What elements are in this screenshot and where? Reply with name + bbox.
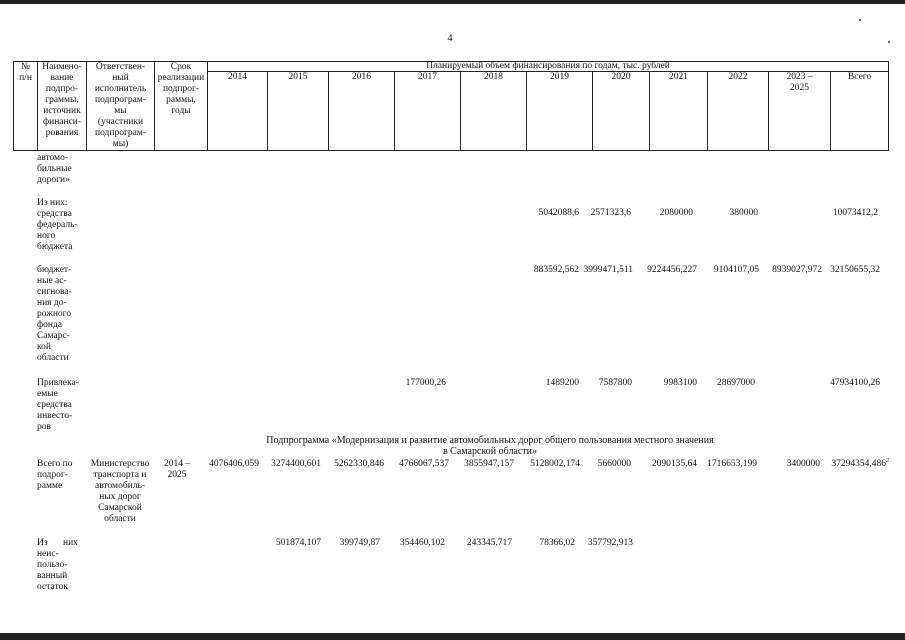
value-total: 47934100,26 (830, 378, 880, 388)
header-year: 2019 (527, 72, 593, 151)
bottom-border (0, 633, 905, 640)
value-2021: 9983100 (663, 378, 697, 388)
header-year: 2021 (650, 72, 708, 151)
header-year: 2015 (268, 72, 329, 151)
row-label: автомо- бильные дороги» (37, 153, 72, 185)
row-label: бюджет- ные ас- сигнова- ния до- рожного фонда Самарс- кой области (37, 265, 72, 363)
value-2019: 5042088,6 (538, 208, 579, 218)
header-year: 2014 (208, 72, 268, 151)
header-name: Наимено- вание подпро- граммы, источник финанси- рования (38, 62, 87, 151)
row-label: неис- пользо- ванный остаток (37, 549, 68, 592)
row-label: Всего по подрог- рамме (37, 459, 73, 491)
header-year: 2020 (593, 72, 650, 151)
value-2018: 243345,717 (466, 538, 512, 548)
value-2018: 3855947,157 (464, 459, 514, 469)
value-2016: 399749,87 (339, 538, 380, 548)
row-label-word: Из (37, 538, 48, 548)
header-year: 2022 (708, 72, 769, 151)
value-2023-2025: 3400000 (786, 459, 820, 469)
header-year: 2018 (461, 72, 527, 151)
value-2022: 1716653,199 (707, 459, 757, 469)
row-label: Привлека- емые средства инвесто- ров (37, 378, 79, 432)
header-planned-financing: Планируемый объем финансирования по годам, тыс. рублей (208, 62, 889, 72)
value-2020: 2571323,6 (590, 208, 631, 218)
value-2020: 357792,913 (587, 538, 633, 548)
value-2020: 3999471,511 (583, 265, 633, 275)
value-2023-2025: 8939027,972 (772, 265, 822, 275)
value-2014: 4076406,059 (209, 459, 259, 469)
value-2021: 2090135,64 (651, 459, 697, 469)
value-2017: 177000,26 (405, 378, 446, 388)
header-year: 2017 (395, 72, 461, 151)
footnote-mark: 2 (886, 457, 889, 464)
total-amount: 37294354,486 (831, 459, 886, 469)
value-2019: 78366,02 (539, 538, 575, 548)
value-2015: 501874,107 (275, 538, 321, 548)
value-2017: 4766067,537 (399, 459, 449, 469)
header-year: 2016 (329, 72, 395, 151)
row-label: Из них: средства федераль- ного бюджета (37, 198, 78, 252)
value-2015: 3274400,601 (271, 459, 321, 469)
value-2022: 380000 (729, 208, 758, 218)
value-2021: 2080000 (659, 208, 693, 218)
implementation-term: 2014 – 2025 (163, 459, 191, 480)
value-2019: 883592,562 (533, 265, 579, 275)
value-total (831, 459, 889, 470)
financing-table-header (13, 61, 889, 151)
value-2017: 354460,102 (399, 538, 445, 548)
value-2020: 7587800 (598, 378, 632, 388)
header-year: 2023 – 2025 (769, 72, 831, 151)
responsible-executor: Министерство транспорта и автомобиль- ных дорог Самарской области (90, 459, 150, 524)
value-total: 10073412,2 (832, 208, 878, 218)
value-2022: 28697000 (717, 378, 755, 388)
value-2022: 9104107,05 (713, 265, 759, 275)
value-total: 32150655,32 (830, 265, 880, 275)
subprogram-title: Подпрограмма «Модернизация и развитие автомобильных дорог общего пользования местного значения в Самарской области» (266, 435, 714, 457)
value-2019: 5128002,174 (530, 459, 580, 469)
value-2016: 5262330,846 (334, 459, 384, 469)
scan-speck (859, 19, 861, 21)
header-total: Всего (831, 72, 889, 151)
page-number: 4 (447, 33, 453, 44)
header-responsible: Ответствен- ный исполнитель подпрограм- мы (участники подпрограм- мы) (87, 62, 155, 151)
value-2021: 9224456,227 (647, 265, 697, 275)
value-2020: 5660000 (597, 459, 631, 469)
top-border (0, 0, 905, 4)
row-label-word: них (63, 538, 78, 548)
value-2019: 1489200 (545, 378, 579, 388)
header-number: № п/н (14, 62, 38, 151)
scan-speck (888, 41, 890, 43)
header-term: Срок реализации подпрог- раммы, годы (155, 62, 208, 151)
